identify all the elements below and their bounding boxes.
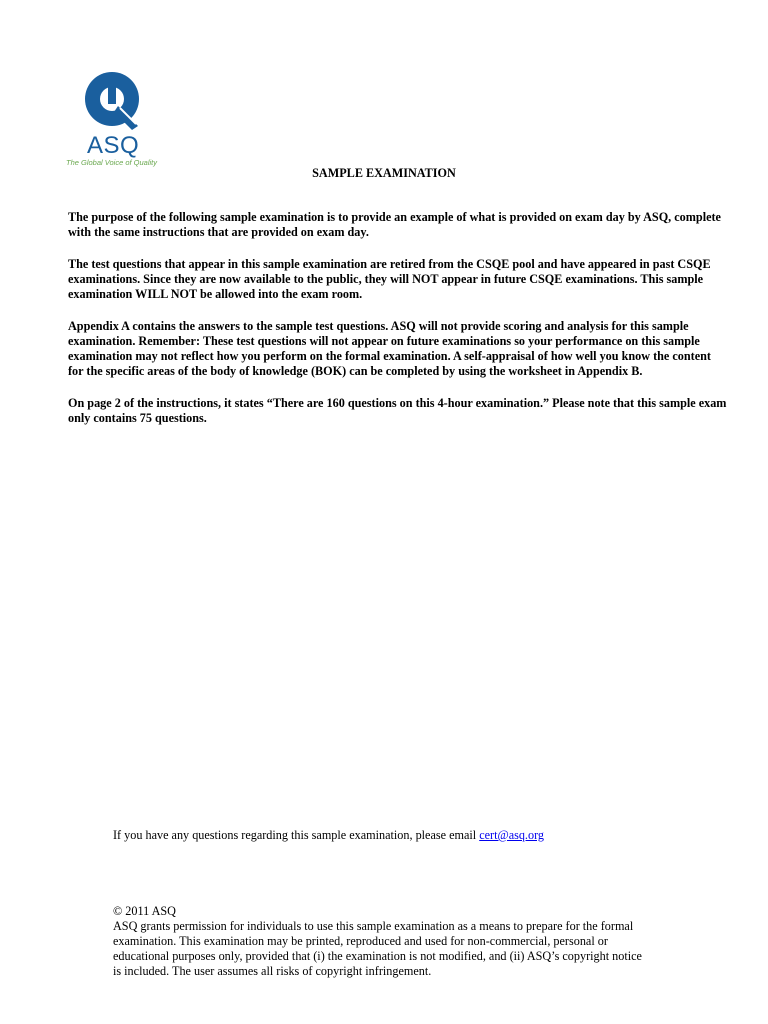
asq-q-icon [82,70,152,132]
paragraph-purpose: The purpose of the following sample examination is to provide an example of what is provided on exam day by ASQ, complete with the same instructions that are provided on exam day. [68,210,721,239]
copyright-block [113,904,653,979]
copyright-line: © 2011 ASQ [113,904,176,918]
paragraph-retired-questions: The test questions that appear in this sample examination are retired from the CSQE pool and have appeared in past CSQE examinations. Since they are now available to the public, they will NOT appear in future CSQE examinations. This sample examination WILL NOT be allowed into the exam room. [68,257,711,301]
asq-logo [66,70,166,170]
paragraph-appendix: Appendix A contains the answers to the sample test questions. ASQ will not provide scoring and analysis for this sample examination. Remember: These test questions will not appear on future examinations so your performance on this sample examination may not reflect how you perform on the formal examination. A self-appraisal of how well you know the content for the specific areas of the body of knowledge (BOK) can be completed by using the worksheet in Appendix B. [68,319,711,378]
email-link[interactable]: cert@asq.org [479,828,545,842]
paragraph-question-count: On page 2 of the instructions, it states “There are 160 questions on this 4-hour examination.” Please note that this sample exam only contains 75 questions. [68,396,727,425]
contact-text: If you have any questions regarding this sample examination, please email [113,828,477,842]
logo-tagline: The Global Voice of Quality [66,158,158,167]
copyright-notice: ASQ grants permission for individuals to use this sample examination as a means to prepare for the formal examination. This examination may be printed, reproduced and used for non-commercial, personal or educational purposes only, provided that (i) the examination is not modified, and (ii) ASQ’s copyright notice is included. The user assumes all risks of copyright infringement. [113,919,642,978]
asq-wordmark: ASQ [87,132,140,159]
page-title: SAMPLE EXAMINATION [312,166,456,180]
intro-text [68,210,728,443]
contact-line [113,828,544,843]
